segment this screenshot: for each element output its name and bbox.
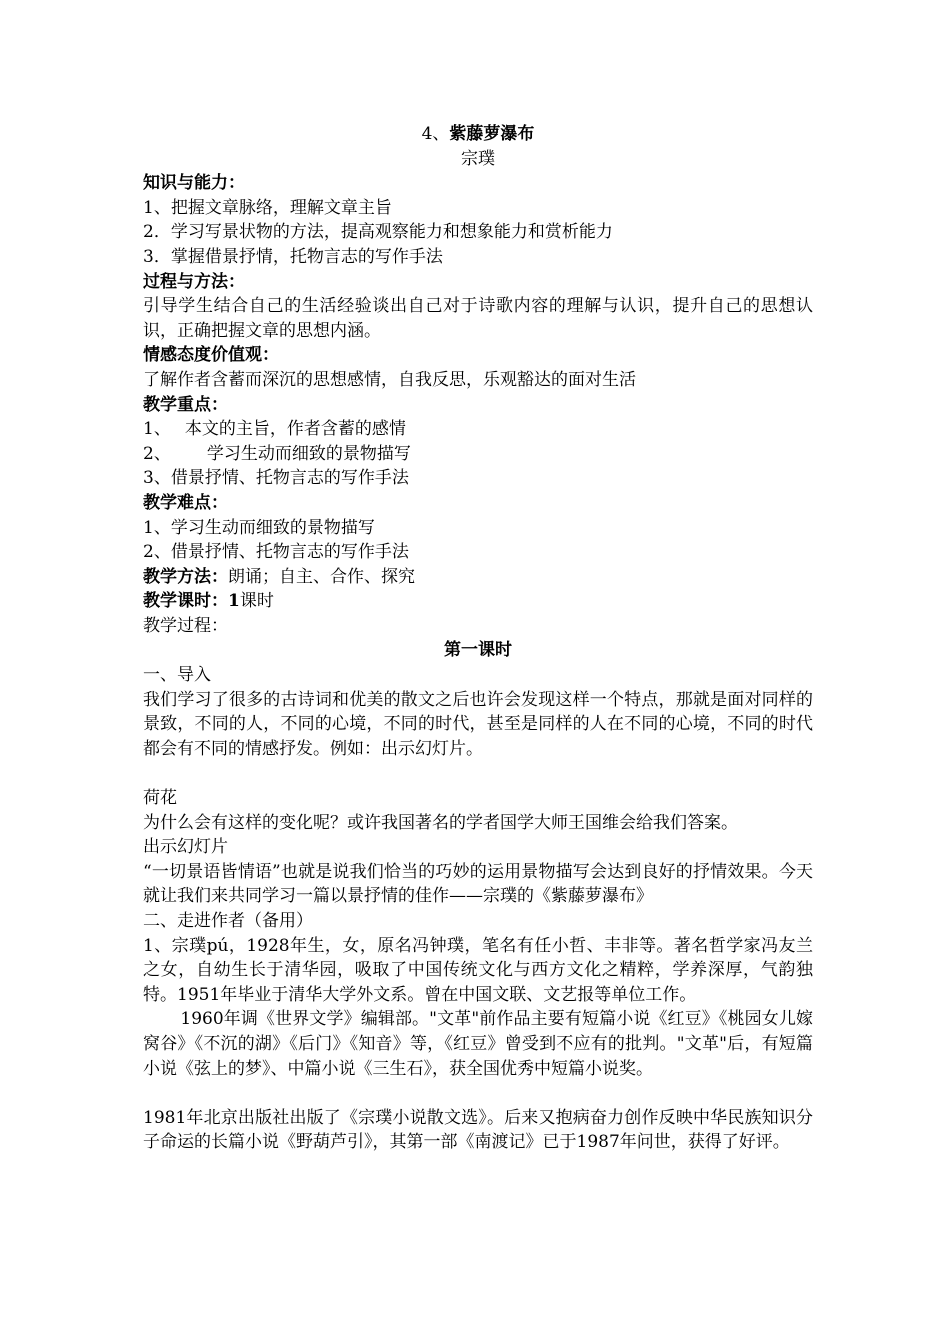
key-points-heading: 教学重点： xyxy=(143,394,228,415)
methods-value: 朗诵；自主、合作、探究 xyxy=(228,566,415,587)
knowledge-item: 3．掌握借景抒情，托物言志的写作手法 xyxy=(143,246,443,267)
hours-line xyxy=(143,589,813,614)
intro-text: 我们学习了很多的古诗词和优美的散文之后也许会发现这样一个特点，那就是面对同样的景致，不同的人，不同的心境，不同的时代，甚至是同样的人在不同的心境，不同的时代都会有不同的情感抒发。例如：出示幻灯片。 xyxy=(143,689,813,759)
key-point-item xyxy=(143,417,813,442)
difficulty-item: 1、学习生动而细致的景物描写 xyxy=(143,517,375,538)
knowledge-heading: 知识与能力： xyxy=(143,173,245,194)
key-point-number: 1、 xyxy=(143,419,171,440)
difficulty-item: 2、借景抒情、托物言志的写作手法 xyxy=(143,542,409,563)
title-number: 4、 xyxy=(421,124,450,144)
difficulties-heading: 教学难点： xyxy=(143,492,228,513)
emotion-heading: 情感态度价值观： xyxy=(143,345,279,366)
hours-number: 1 xyxy=(228,591,240,612)
emotion-text: 了解作者含蓄而深沉的思想感情，自我反思，乐观豁达的面对生活 xyxy=(143,369,636,390)
quote-text: “一切景语皆情语”也就是说我们恰当的巧妙的运用景物描写会达到良好的抒情效果。今天就让我们来共同学习一篇以景抒情的佳作——宗璞的《紫藤萝瀑布》 xyxy=(143,861,813,907)
knowledge-item: 2．学习写景状物的方法，提高观察能力和想象能力和赏析能力 xyxy=(143,222,613,243)
key-point-text: 本文的主旨，作者含蓄的感情 xyxy=(184,419,406,440)
hours-unit: 课时 xyxy=(239,591,274,612)
methods-line xyxy=(143,565,813,590)
author-name: 宗璞 xyxy=(461,148,495,169)
blank-line xyxy=(143,1081,813,1106)
title-text: 紫藤萝瀑布 xyxy=(449,124,535,144)
author-paragraph: 1960年调《世界文学》编辑部。"文革"前作品主要有短篇小说《红豆》《桃园女儿嫁窝谷》《不沉的湖》《后门》《知音》等，《红豆》曾受到不应有的批判。"文革"后，有短篇小说《弦上的梦》、中篇小说《三生石》，获全国优秀中短篇小说奖。 xyxy=(143,1009,813,1079)
process-text: 引导学生结合自己的生活经验谈出自己对于诗歌内容的理解与认识，提升自己的思想认识，正确把握文章的思想内涵。 xyxy=(143,296,813,341)
document-page xyxy=(143,122,813,1155)
lesson-title: 第一课时 xyxy=(444,640,512,661)
author-paragraph: 1981年北京出版社出版了《宗璞小说散文选》。后来又抱病奋力创作反映中华民族知识分子命运的长篇小说《野葫芦引》，其第一部《南渡记》已于1987年问世，获得了好评。 xyxy=(143,1107,813,1153)
intro-heading: 一、导入 xyxy=(143,665,211,686)
key-point-item xyxy=(143,442,813,467)
methods-label: 教学方法： xyxy=(143,566,228,587)
slide-line: 出示幻灯片 xyxy=(143,837,228,858)
process-label: 教学过程： xyxy=(143,615,228,636)
author-paragraph: 1、宗璞pú，1928年生，女，原名冯钟璞，笔名有任小哲、丰非等。著名哲学家冯友兰之女，自幼生长于清华园，吸取了中国传统文化与西方文化之精粹，学养深厚，气韵独特。1951年毕业于清华大学外文系。曾在中国文联、文艺报等单位工作。 xyxy=(143,935,813,1005)
document-title xyxy=(143,122,813,147)
key-point-item xyxy=(143,466,813,491)
why-text: 为什么会有这样的变化呢？或许我国著名的学者国学大师王国维会给我们答案。 xyxy=(143,812,738,833)
key-point-number: 3、 xyxy=(143,468,171,489)
author-section-heading: 二、走进作者（备用） xyxy=(143,911,313,931)
key-point-text: 借景抒情、托物言志的写作手法 xyxy=(170,468,409,489)
knowledge-item: 1、把握文章脉络，理解文章主旨 xyxy=(143,197,392,218)
process-heading: 过程与方法： xyxy=(143,271,245,292)
key-point-text: 学习生动而细致的景物描写 xyxy=(206,443,411,464)
lotus-line: 荷花 xyxy=(143,788,177,809)
hours-label: 教学课时： xyxy=(143,591,228,612)
key-point-number: 2、 xyxy=(143,443,171,464)
blank-line xyxy=(143,761,813,786)
